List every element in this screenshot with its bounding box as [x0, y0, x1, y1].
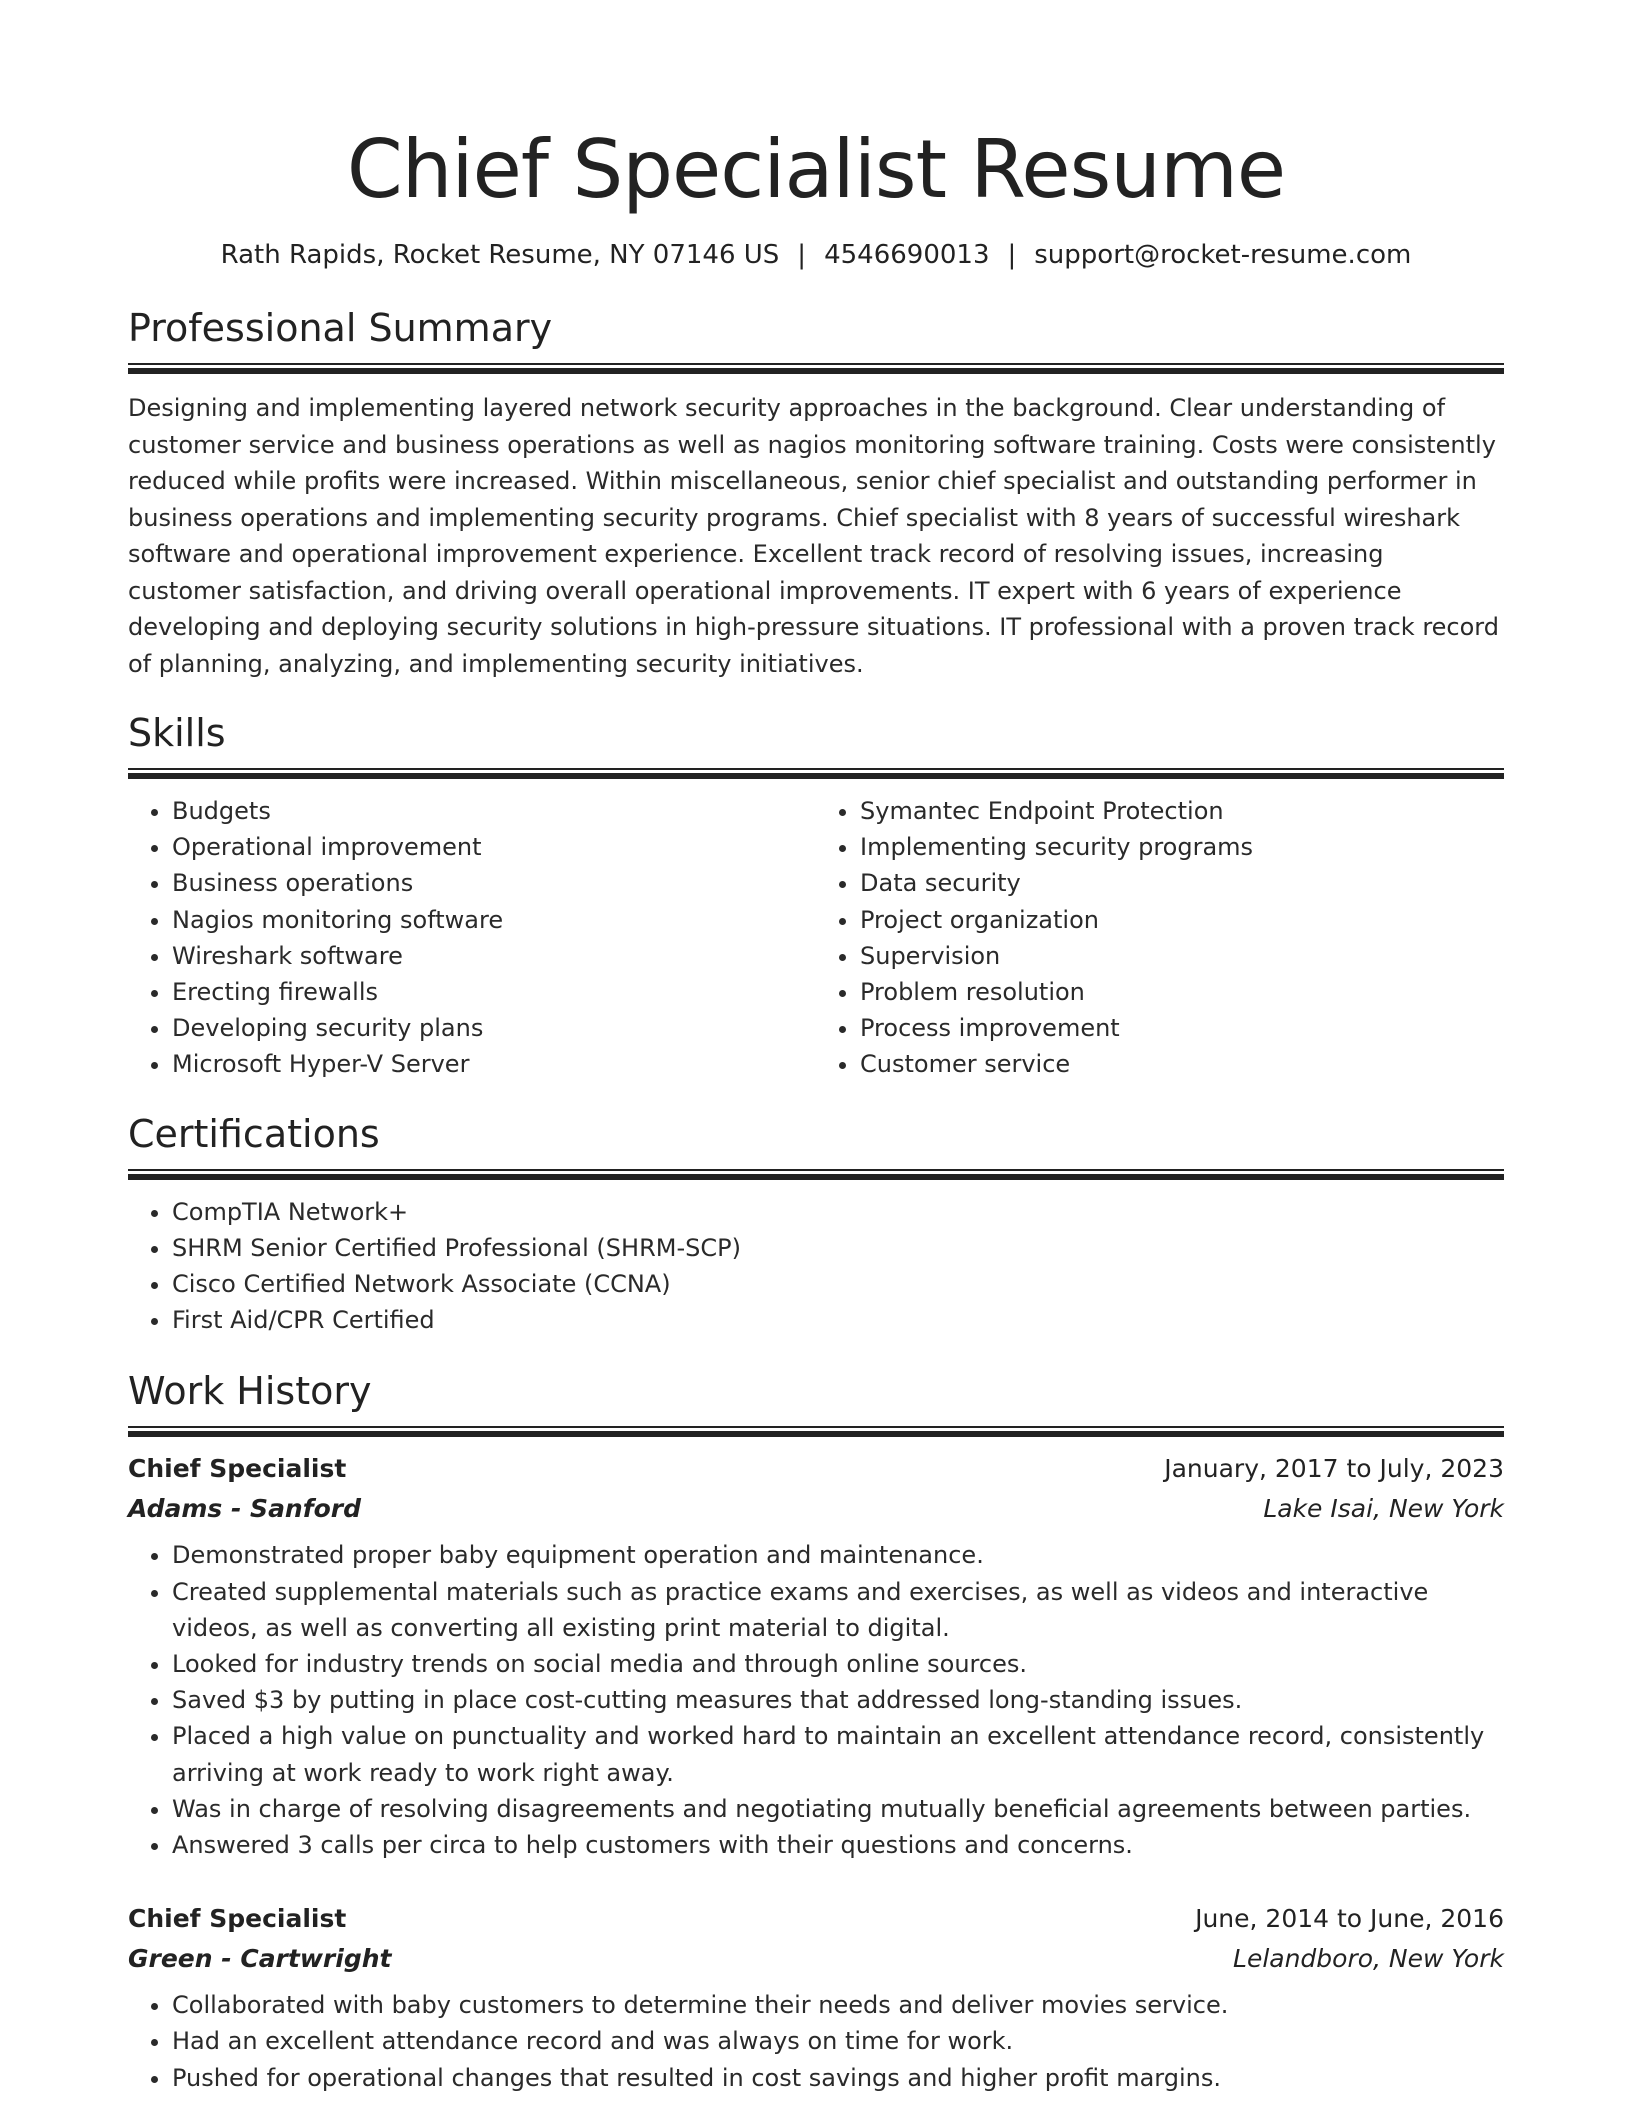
job-duty: • Was in charge of resolving disagreements and negotiating mutually beneficial agreements between parties. — [172, 1791, 1504, 1827]
job-title: Chief Specialist — [128, 1454, 347, 1484]
skill-item: • Problem resolution — [860, 974, 1504, 1010]
job-title: Chief Specialist — [128, 1904, 347, 1934]
job-duty: • Placed a high value on punctuality and worked hard to maintain an excellent attendance record, consistently arriving at work ready to work right away. — [172, 1718, 1504, 1790]
job-duty: • Pushed for operational changes that resulted in cost savings and higher profit margins. — [172, 2060, 1504, 2096]
skill-item: • Data security — [860, 865, 1504, 901]
job-duty: • Demonstrated proper baby equipment operation and maintenance. — [172, 1537, 1504, 1573]
skill-item: • Nagios monitoring software — [172, 902, 816, 938]
job-company-row — [128, 1939, 1504, 1979]
contact-separator: | — [1007, 240, 1017, 270]
resume-page — [128, 0, 1504, 2096]
certification-item: • Cisco Certified Network Associate (CCNA) — [172, 1266, 1504, 1302]
work-history-section — [128, 1368, 1504, 2095]
section-divider — [128, 1426, 1504, 1437]
summary-text: Designing and implementing layered network security approaches in the background. Clear understanding of customer service and business operations as well as nagios monitoring software training. Costs were consistently reduced while profits were increased. Within miscellaneous, senior chief specialist and outstanding performer in business operations and implementing security programs. Chief specialist with 8 years of successful wireshark software and operational improvement experience. Excellent track record of resolving issues, increasing customer satisfaction, and driving overall operational improvements. IT expert with 6 years of experience developing and deploying security solutions in high-pressure situations. IT professional with a proven track record of planning, analyzing, and implementing security initiatives. — [128, 394, 1499, 678]
skill-item: • Symantec Endpoint Protection — [860, 793, 1504, 829]
skill-item: • Erecting firewalls — [172, 974, 816, 1010]
job-duty: • Saved $3 by putting in place cost-cutting measures that addressed long-standing issues. — [172, 1682, 1504, 1718]
section-divider — [128, 1169, 1504, 1180]
certifications-heading: Certifications — [128, 1111, 380, 1156]
job-duty: • Looked for industry trends on social media and through online sources. — [172, 1646, 1504, 1682]
section-divider — [128, 363, 1504, 374]
skill-item: • Business operations — [172, 865, 816, 901]
skill-item: • Microsoft Hyper-V Server — [172, 1046, 816, 1082]
job-company: Green - Cartwright — [128, 1944, 392, 1974]
job-duty: • Collaborated with baby customers to determine their needs and deliver movies service. — [172, 1987, 1504, 2023]
contact-email: support@rocket-resume.com — [1034, 240, 1412, 270]
job-dates: June, 2014 to June, 2016 — [1195, 1904, 1504, 1934]
job-location: Lake Isai, New York — [1263, 1494, 1504, 1524]
job-entry — [128, 1899, 1504, 2096]
job-entry — [128, 1449, 1504, 1863]
skill-item: • Wireshark software — [172, 938, 816, 974]
page-title: Chief Specialist Resume — [346, 123, 1286, 216]
job-duties-list — [128, 1537, 1504, 1863]
job-location: Lelandboro, New York — [1233, 1944, 1504, 1974]
certifications-section — [128, 1111, 1504, 1339]
summary-heading: Professional Summary — [128, 306, 553, 350]
skills-columns — [128, 793, 1504, 1083]
skills-heading: Skills — [128, 711, 226, 755]
work-history-heading: Work History — [128, 1369, 372, 1414]
skill-item: • Project organization — [860, 902, 1504, 938]
job-company: Adams - Sanford — [128, 1494, 362, 1524]
job-duty: • Answered 3 calls per circa to help customers with their questions and concerns. — [172, 1827, 1504, 1863]
certification-item: • CompTIA Network+ — [172, 1194, 1504, 1230]
skill-item: • Implementing security programs — [860, 829, 1504, 865]
job-duties-list — [128, 1987, 1504, 2096]
contact-separator: | — [797, 240, 807, 270]
job-duty: • Created supplemental materials such as practice exams and exercises, as well as videos and interactive videos, as well as converting all existing print material to digital. — [172, 1574, 1504, 1646]
job-dates: January, 2017 to July, 2023 — [1164, 1454, 1504, 1484]
skills-list-left — [128, 793, 816, 1083]
job-duty: • Had an excellent attendance record and was always on time for work. — [172, 2023, 1504, 2059]
skills-section — [128, 710, 1504, 1083]
skill-item: • Budgets — [172, 793, 816, 829]
contact-line — [128, 238, 1504, 272]
skill-item: • Supervision — [860, 938, 1504, 974]
contact-address: Rath Rapids, Rocket Resume, NY 07146 US — [220, 240, 780, 270]
summary-section — [128, 305, 1504, 682]
job-header-row — [128, 1449, 1504, 1489]
skill-item: • Process improvement — [860, 1010, 1504, 1046]
certifications-list — [128, 1194, 1504, 1339]
job-company-row — [128, 1489, 1504, 1529]
job-header-row — [128, 1899, 1504, 1939]
skill-item: • Developing security plans — [172, 1010, 816, 1046]
certification-item: • First Aid/CPR Certified — [172, 1302, 1504, 1338]
section-divider — [128, 768, 1504, 779]
skill-item: • Operational improvement — [172, 829, 816, 865]
certification-item: • SHRM Senior Certified Professional (SHRM-SCP) — [172, 1230, 1504, 1266]
contact-phone: 4546690013 — [824, 240, 990, 270]
skills-list-right — [816, 793, 1504, 1083]
skill-item: • Customer service — [860, 1046, 1504, 1082]
